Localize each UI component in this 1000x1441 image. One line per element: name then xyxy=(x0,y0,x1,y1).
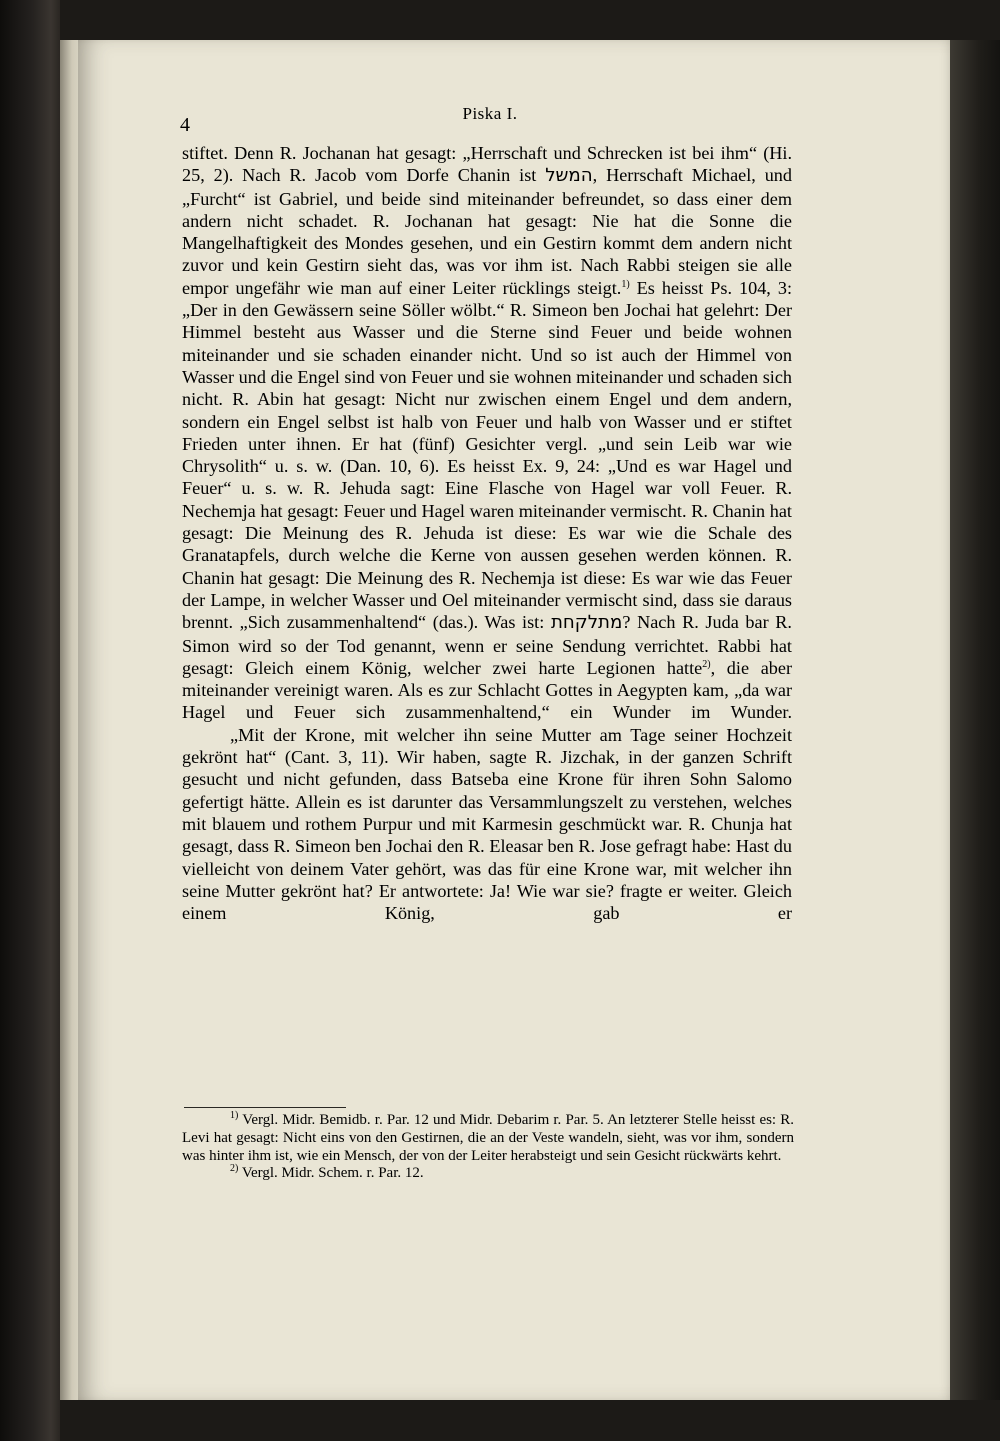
footnote-ref-1: 1) xyxy=(621,278,630,290)
footnote-2 xyxy=(182,1165,794,1183)
footnote-divider xyxy=(184,1107,346,1108)
text-segment: stiftet. Denn R. Jochanan hat gesagt: „Herrschaft und Schrecken ist bei ihm“ (Hi. 25, 2). Nach R. Jacob vom Dorfe Chanin ist xyxy=(182,143,792,186)
book-edge xyxy=(950,40,1000,1400)
book-binding xyxy=(0,0,60,1441)
page-header xyxy=(180,104,800,134)
hebrew-word: המשל xyxy=(545,165,593,187)
footnote-text: Vergl. Midr. Bemidb. r. Par. 12 und Midr. Debarim r. Par. 5. An letzterer Stelle heisst es: R. Levi hat gesagt: Nicht eins von den Gestirnen, die an der Veste wandeln, sieht, was vor ihm, sondern was hinter ihm ist, wie ein Mensch, der von der Leiter herabsteigt und sein Gesicht rückwärts kehrt. xyxy=(182,1112,794,1164)
text-segment: , Herrschaft Michael, und „Furcht“ ist Gabriel, und beide sind miteinander befreundet, so dass einer dem andern nicht schadet. R. Jochanan hat gesagt: Nie hat die Sonne die Mangelhaftigkeit des Mondes gesehen, und ein Gestirn kommt dem andern nicht zuvor und kein Gestirn sieht das, was vor ihm ist. Nach Rabbi steigen sie alle empor ungefähr wie man auf einer Leiter rücklings steigt. xyxy=(182,165,792,298)
text-segment: , die aber miteinander vereinigt waren. Als es zur Schlacht Gottes in Aegypten kam, „da war Hagel und Feuer sich zusammenhaltend,“ ein Wunder im Wunder. xyxy=(182,657,792,723)
footnote-ref-2: 2) xyxy=(702,658,711,670)
main-text xyxy=(182,142,792,924)
footnote-mark: 1) xyxy=(230,1110,239,1121)
hebrew-word: מתלקחת xyxy=(550,612,623,634)
page-number: 4 xyxy=(180,114,190,136)
footnote-text: Vergl. Midr. Schem. r. Par. 12. xyxy=(238,1165,424,1182)
text-segment: ? Nach R. Juda bar R. Simon wird so der Tod genannt, wenn er seine Sendung verrichtet. Rabbi hat gesagt: Gleich einem König, welcher zwei harte Legionen hatte xyxy=(182,612,792,678)
paragraph-2: „Mit der Krone, mit welcher ihn seine Mutter am Tage seiner Hochzeit gekrönt hat“ (Cant. 3, 11). Wir haben, sagte R. Jizchak, in der ganzen Schrift gesucht und nicht gefunden, dass Batseba eine Krone für ihren Sohn Salomo gefertigt hätte. Allein es ist darunter das Versammlungszelt zu verstehen, welches mit blauem und rothem Purpur und mit Karmesin geschmückt war. R. Chunja hat gesagt, dass R. Simeon ben Jochai den R. Eleasar ben R. Jose gefragt habe: Hast du vielleicht von deinem Vater gehört, was das für eine Krone war, mit welcher ihn seine Mutter gekrönt hat? Er antwortete: Ja! Wie war sie? fragte er weiter. Gleich einem König, gab er xyxy=(182,724,792,924)
footnote-1 xyxy=(182,1112,794,1165)
text-segment: Es heisst Ps. 104, 3: „Der in den Gewässern seine Söller wölbt.“ R. Simeon ben Jochai hat gelehrt: Der Himmel besteht aus Wasser und die Sterne sind Feuer und beide wohnen miteinander und sie schaden einander nicht. Und so ist auch der Himmel von Wasser und die Engel sind von Feuer und sie wohnen miteinander und schaden sich nicht. R. Abin hat gesagt: Nicht nur zwischen einem Engel und dem andern, sondern ein Engel selbst ist halb von Feuer und halb von Wasser und er stiftet Frieden unter ihnen. Er hat (fünf) Gesichter vergl. „und sein Leib war wie Chrysolith“ u. s. w. (Dan. 10, 6). Es heisst Ex. 9, 24: „Und es war Hagel und Feuer“ u. s. w. R. Jehuda sagt: Eine Flasche von Hagel war voll Feuer. R. Nechemja hat gesagt: Feuer und Hagel waren miteinander vermischt. R. Chanin hat gesagt: Die Meinung des R. Jehuda ist diese: Es war wie die Schale des Granatapfels, durch welche die Kerne von aussen gesehen werden können. R. Chanin hat gesagt: Die Meinung des R. Nechemja ist diese: Es war wie das Feuer der Lampe, in welcher Wasser und Oel miteinander vermischt sind, dass sie daraus brennt. „Sich zusammenhaltend“ (das.). Was ist: xyxy=(182,277,792,633)
footnote-mark: 2) xyxy=(230,1163,239,1175)
footnotes xyxy=(182,1112,794,1183)
paragraph-1 xyxy=(182,142,792,724)
running-title: Piska I. xyxy=(462,104,518,123)
